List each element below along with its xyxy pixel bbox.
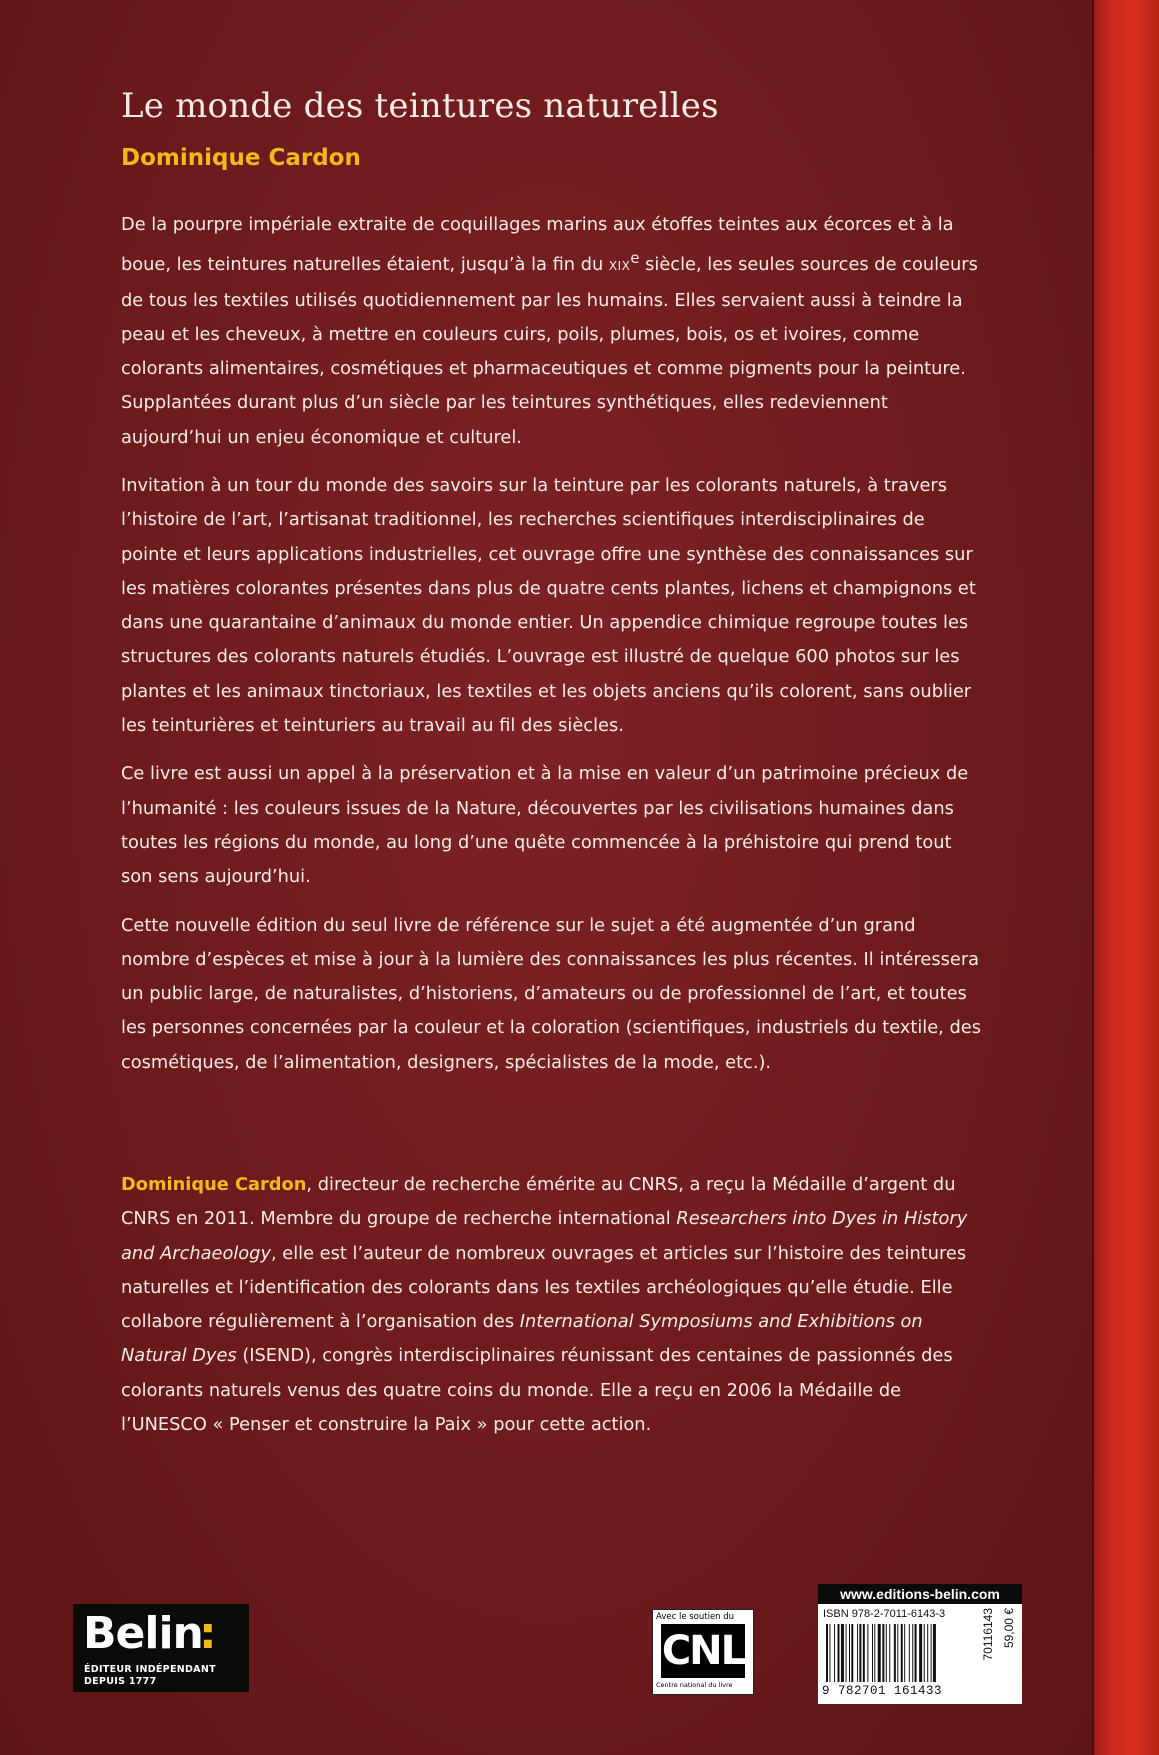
price: 59,00 €	[1002, 1608, 1016, 1649]
book-title: Le monde des teintures naturelles	[121, 86, 719, 126]
isbn-block	[818, 1584, 1022, 1704]
belin-logo: Belin : ÉDITEUR INDÉPENDANT DEPUIS 1777	[73, 1604, 249, 1692]
blurb-paragraph-2: Invitation à un tour du monde des savoirs sur la teinture par les colorants naturels, à travers l’histoire de l’art, l’artisanat traditionnel, les recherches scientifiques interdisciplinaires de pointe et leurs applications industrielles, cet ouvrage offre une synthèse des connaissances sur les matières colorantes présentes dans plus de quatre cents plantes, lichens et champignons et dans une quarantaine d’animaux du monde entier. Un appendice chimique regroupe toutes les structures des colorants naturels étudiés. L’ouvrage est illustré de quelque 600 photos sur les plantes et les animaux tinctoriaux, les textiles et les objets anciens qu’ils colorent, sans oublier les teinturières et teinturiers au travail au fil des siècles.	[121, 475, 976, 737]
blurb-paragraph-4: Cette nouvelle édition du seul livre de référence sur le sujet a été augmentée d’un grand nombre d’espèces et mise à jour à la lumière des connaissances les plus récentes. Il intéressera un public large, de naturalistes, d’historiens, d’amateurs ou de professionnel de l’art, et toutes les personnes concernées par la couleur et la coloration (scientifiques, industriels du textile, des cosmétiques, de l’alimentation, designers, spécialistes de la mode, etc.).	[121, 914, 981, 1073]
blurb	[121, 208, 981, 1094]
publisher-url: www.editions-belin.com	[818, 1584, 1022, 1604]
cnl-mark: CNL	[661, 1624, 745, 1678]
internal-code: 70116143	[981, 1608, 995, 1661]
book-spine	[1094, 0, 1159, 1755]
blurb-paragraph-3: Ce livre est aussi un appel à la préservation et à la mise en valeur d’un patrimoine précieux de l’humanité : les couleurs issues de la Nature, découvertes par les civilisations humaines dans toutes les régions du monde, au long d’une quête commencée à la préhistoire qui prend tout son sens aujourd’hui.	[121, 763, 969, 888]
author-bio	[121, 1168, 981, 1442]
author-name: Dominique Cardon	[121, 145, 361, 171]
isbn-label: ISBN 978-2-7011-6143-3	[823, 1608, 946, 1620]
cnl-logo: Avec le soutien du CNL Centre national du livre	[652, 1609, 754, 1695]
blurb-paragraph-1: De la pourpre impériale extraite de coquillages marins aux étoffes teintes aux écorces et à la boue, les teintures naturelles étaient, jusqu’à la fin du XIXe siècle, les seules sources de couleurs de tous les textiles utilisés quotidiennement par les humains. Elles servaient aussi à teindre la peau et les cheveux, à mettre en couleurs cuirs, poils, plumes, bois, os et ivoires, comme colorants alimentaires, cosmétiques et pharmaceutiques et comme pigments pour la peinture. Supplantées durant plus d’un siècle par les teintures synthétiques, elles redeviennent aujourd’hui un enjeu économique et culturel.	[121, 214, 978, 448]
bio-author-name: Dominique Cardon	[121, 1174, 307, 1195]
barcode	[824, 1624, 974, 1682]
ean-digits: 9 782701 161433	[822, 1684, 943, 1698]
author-bio-paragraph: Dominique Cardon, directeur de recherche émérite au CNRS, a reçu la Médaille d’argent du CNRS en 2011. Membre du groupe de recherche international Researchers into Dyes in History and Archaeology, elle est l’auteur de nombreux ouvrages et articles sur l’histoire des teintures naturelles et l’identification des colorants dans les textiles archéologiques qu’elle étudie. Elle collabore régulièrement à l’organisation des International Symposiums and Exhibitions on Natural Dyes (ISEND), congrès interdisciplinaires réunissant des centaines de passionnés des colorants naturels venus des quatre coins du monde. Elle a reçu en 2006 la Médaille de l’UNESCO « Penser et construire la Paix » pour cette action.	[121, 1174, 968, 1436]
